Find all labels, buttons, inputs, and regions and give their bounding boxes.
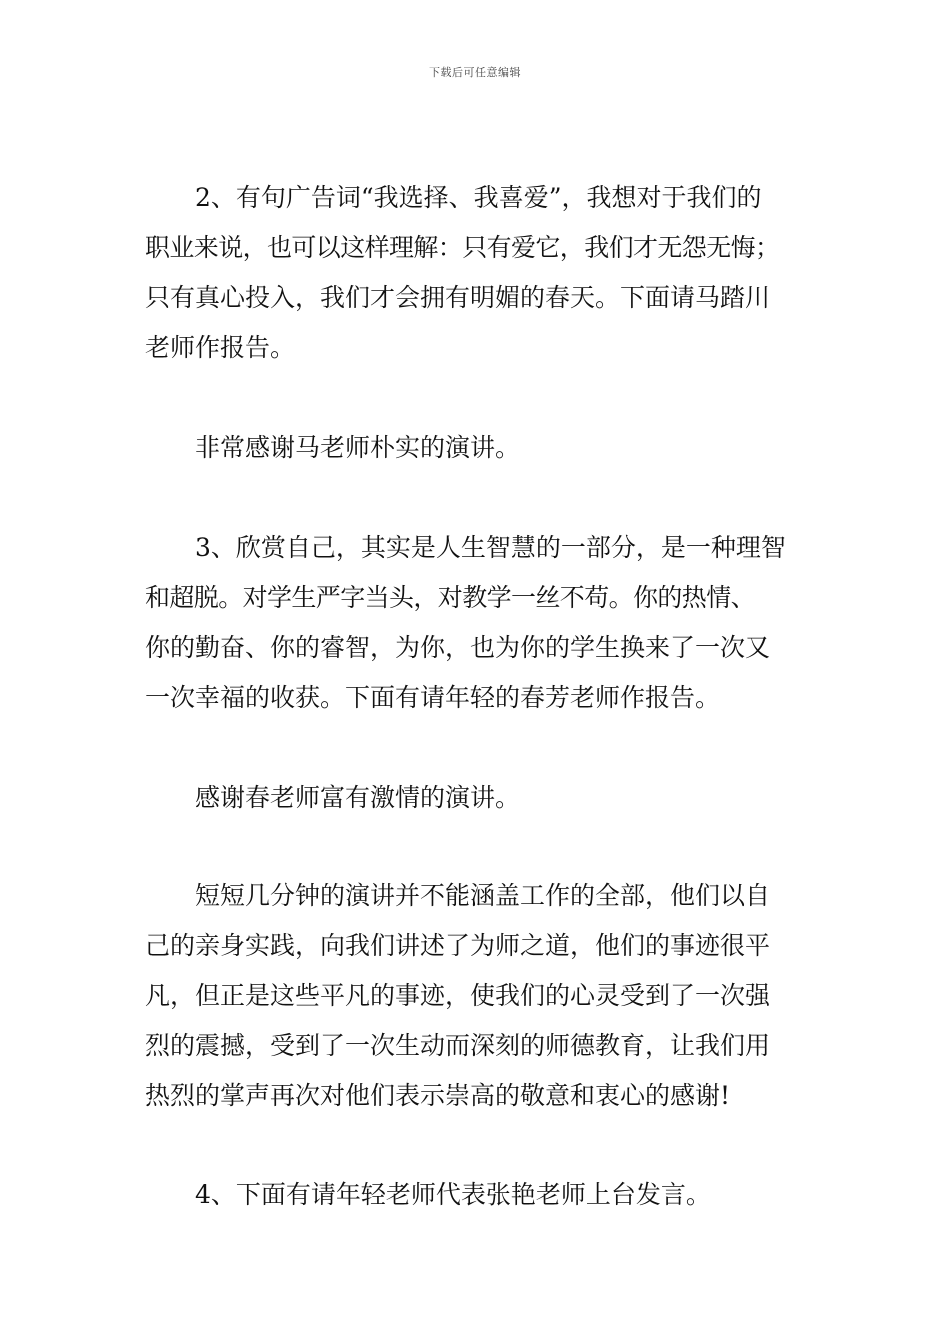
paragraph-line: 一次幸福的收获。下面有请年轻的春芳老师作报告。 <box>145 683 721 712</box>
paragraph-line: 你的勤奋、你的睿智，为你，也为你的学生换来了一次又 <box>145 633 771 662</box>
paragraph-line: 烈的震撼，受到了一次生动而深刻的师德教育，让我们用 <box>145 1031 771 1060</box>
paragraph-line: 职业来说，也可以这样理解：只有爱它，我们才无怨无悔； <box>145 233 780 262</box>
paragraph-2 <box>145 423 810 473</box>
paragraph-1 <box>145 173 810 373</box>
paragraph-line: 凡，但正是这些平凡的事迹，使我们的心灵受到了一次强 <box>145 981 771 1010</box>
paragraph-line: 非常感谢马老师朴实的演讲。 <box>195 433 521 462</box>
paragraph-line: 4、下面有请年轻老师代表张艳老师上台发言。 <box>195 1180 711 1209</box>
paragraph-4 <box>145 773 810 823</box>
paragraph-line: 己的亲身实践，向我们讲述了为师之道，他们的事迹很平 <box>145 931 771 960</box>
paragraph-line: 只有真心投入，我们才会拥有明媚的春天。下面请马踏川 <box>145 283 771 312</box>
paragraph-line: 和超脱。对学生严字当头，对教学一丝不苟。你的热情、 <box>145 583 756 612</box>
paragraph-line: 热烈的掌声再次对他们表示崇高的敬意和衷心的感谢! <box>145 1081 731 1110</box>
paragraph-line: 2、有句广告词“我选择、我喜爱”，我想对于我们的 <box>195 183 762 212</box>
paragraph-line: 老师作报告。 <box>145 333 296 362</box>
paragraph-3 <box>145 523 810 723</box>
paragraph-line: 感谢春老师富有激情的演讲。 <box>195 783 521 812</box>
paragraph-line: 短短几分钟的演讲并不能涵盖工作的全部，他们以自 <box>195 881 771 910</box>
paragraph-6 <box>145 1170 810 1220</box>
page-header: 下载后可任意编辑 <box>429 66 521 79</box>
paragraph-5 <box>145 871 810 1121</box>
paragraph-line: 3、欣赏自己，其实是人生智慧的一部分，是一种理智 <box>195 533 786 562</box>
